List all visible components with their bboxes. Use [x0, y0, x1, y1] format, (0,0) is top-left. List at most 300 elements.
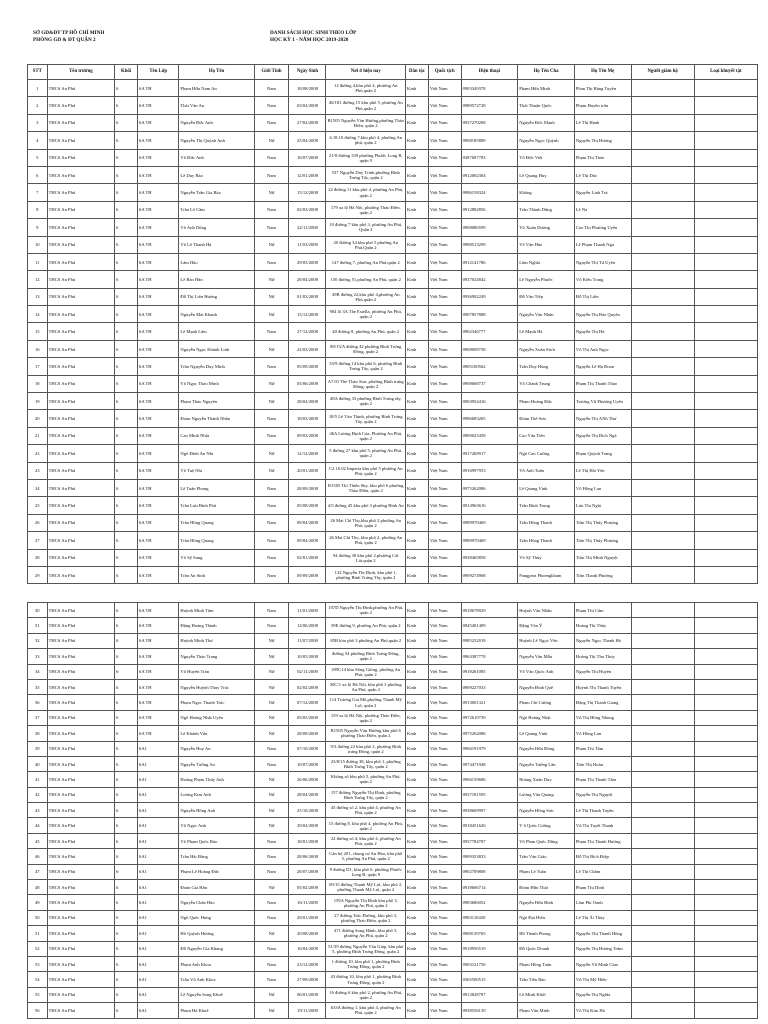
col-address: B1505 Thi Thiên Sky, khu phố 6 phường Thảo Điền, quận 2 [326, 479, 406, 496]
col-address: 40 đường 8, phường An Phú, quận 2 [326, 323, 406, 340]
col-mother: Võ Kiều Trang [574, 271, 631, 288]
col-phone: 0908668737 [461, 375, 518, 392]
col-mother: Trần Thị Thúy Phượng [574, 514, 631, 531]
col-gender: Nam [254, 479, 289, 496]
col-class: 6A TH [138, 695, 179, 710]
col-phone: 0909274968 [461, 566, 518, 583]
col-ethnicity: Kinh [406, 956, 429, 971]
col-school: THCS An Phú [47, 323, 115, 340]
col-class: 6A TH [138, 393, 179, 410]
col-phone: 0963387778 [461, 649, 518, 664]
col-nationality: Việt Nam [428, 787, 461, 802]
col-name: Nguyễn Tường An [179, 756, 254, 771]
col-gender: Nam [254, 427, 289, 444]
col-name: Nguyễn Huy An [179, 741, 254, 756]
col-phone: 0989970469 [461, 514, 518, 531]
col-guardian [631, 566, 694, 583]
col-ethnicity: Kinh [406, 741, 429, 756]
col-phone: 0909025458 [461, 427, 518, 444]
col-mother: Nguyễn Thị Hương [574, 132, 631, 149]
col-phone: 0938556139 [461, 1003, 518, 1018]
col-phone: 0986683265 [461, 410, 518, 427]
col-disability [694, 149, 757, 166]
col-grade: 6 [115, 253, 138, 270]
col-ethnicity: Kinh [406, 726, 429, 741]
col-address: 49B đường 22,khu phố 4,phường An Phú,quận 2 [326, 288, 406, 305]
table-row [28, 114, 758, 131]
col-school: THCS An Phú [47, 410, 115, 427]
col-gender: Nữ [254, 695, 289, 710]
col-phone: 0937270268 [461, 114, 518, 131]
col-grade: 6 [115, 633, 138, 648]
col-stt: 4 [28, 132, 48, 149]
issuing-authority [33, 30, 104, 44]
col-name: Nguyễn Trần Gia Bảo [179, 184, 254, 201]
col-stt: 10 [28, 236, 48, 253]
col-dob: 18/03/2008 [289, 410, 326, 427]
col-grade: 6 [115, 941, 138, 956]
col-mother: Phạm Huyền trân [574, 97, 631, 114]
col-dob: 12/06/2008 [289, 618, 326, 633]
col-guardian [631, 219, 694, 236]
col-name: Phạm Lê Hoàng Đức [179, 864, 254, 879]
col-dob: 11/01/2008 [289, 603, 326, 618]
col-nationality: Việt Nam [428, 910, 461, 925]
col-guardian [631, 497, 694, 514]
col-disability [694, 80, 757, 97]
col-phone: 0912882856 [461, 201, 518, 218]
col-father: Võ Phan Quốc Dũng [518, 833, 575, 848]
col-grade: 6 [115, 726, 138, 741]
col-stt: 47 [28, 864, 48, 879]
col-nationality: Việt Nam [428, 236, 461, 253]
col-class: 6A TH [138, 219, 179, 236]
col-guardian [631, 741, 694, 756]
col-class: 6A TH [138, 114, 179, 131]
col-nationality: Việt Nam [428, 80, 461, 97]
col-name: Trần Lê Cầm [179, 201, 254, 218]
col-stt: 7 [28, 184, 48, 201]
col-nationality: Việt Nam [428, 618, 461, 633]
col-grade: 6 [115, 880, 138, 895]
col-disability [694, 497, 757, 514]
col-disability [694, 880, 757, 895]
col-stt: 12 [28, 271, 48, 288]
col-gender: Nam [254, 833, 289, 848]
table-row [28, 756, 758, 771]
col-disability [694, 710, 757, 725]
col-mother: Nguyễn Vũ Minh Giao [574, 956, 631, 971]
col-mother: Nguyễn Thị Tú Uyên [574, 253, 631, 270]
col-disability [694, 803, 757, 818]
col-gender: Nữ [254, 664, 289, 679]
col-school: THCS An Phú [47, 514, 115, 531]
col-address: 157 đường Nguyễn Thị Định, phường Bình Trưng Tây, quận 2 [326, 787, 406, 802]
col-dob: 28/06/2008 [289, 849, 326, 864]
col-stt: 55 [28, 987, 48, 1002]
col-ethnicity: Kinh [406, 80, 429, 97]
col-ethnicity: Kinh [406, 849, 429, 864]
col-dob: 29/04/2008 [289, 818, 326, 833]
table-row [28, 910, 758, 925]
col-guardian [631, 166, 694, 183]
col-dob: 12/01/2008 [289, 166, 326, 183]
col-guardian [631, 462, 694, 479]
col-grade: 6 [115, 479, 138, 496]
col-guardian [631, 427, 694, 444]
col-ethnicity: Kinh [406, 618, 429, 633]
col-school: THCS An Phú [47, 833, 115, 848]
col-nationality: Việt Nam [428, 375, 461, 392]
col-class: 6A1 [138, 756, 179, 771]
col-class: 6A1 [138, 833, 179, 848]
col-address-header: Nơi ở hiện nay [326, 65, 406, 80]
col-mother: Võ Thị Anh Ngọc [574, 340, 631, 357]
col-school: THCS An Phú [47, 664, 115, 679]
col-father: Lê Quang Vinh [518, 726, 575, 741]
col-father: Trần Duy Hùng [518, 358, 575, 375]
col-stt: 32 [28, 633, 48, 648]
col-dob: 25/04/2008 [289, 132, 326, 149]
table-row [28, 132, 758, 149]
col-address: 46A Lương Định Của, Phường An Phú, quận 2 [326, 427, 406, 444]
table-row [28, 633, 758, 648]
col-name: Lê Nguyễn Song Khuê [179, 987, 254, 1002]
col-mother: Trần Thị Hoàn [574, 756, 631, 771]
col-class: 6A1 [138, 772, 179, 787]
col-gender-header: Giới Tính [254, 65, 289, 80]
col-stt: 27 [28, 532, 48, 549]
col-grade: 6 [115, 787, 138, 802]
col-gender: Nữ [254, 649, 289, 664]
table-row [28, 80, 758, 97]
col-address: 26 Mai Chí Thọ, khu phố 2, phường An Phú, quận 2 [326, 532, 406, 549]
col-guardian [631, 679, 694, 694]
col-phone: 0938465858 [461, 549, 518, 566]
col-school: THCS An Phú [47, 288, 115, 305]
col-address: 40/181 đường 15 khu phố 5, phường An Phú,quận 2 [326, 97, 406, 114]
col-school: THCS An Phú [47, 184, 115, 201]
col-grade: 6 [115, 271, 138, 288]
col-ethnicity: Kinh [406, 987, 429, 1002]
col-disability [694, 772, 757, 787]
table-row [28, 427, 758, 444]
col-father: Hoàng Xuân Duy [518, 772, 575, 787]
col-nationality: Việt Nam [428, 97, 461, 114]
col-disability [694, 532, 757, 549]
col-school: THCS An Phú [47, 132, 115, 149]
col-stt: 15 [28, 323, 48, 340]
col-class: 6A1 [138, 910, 179, 925]
col-name: Võ Lê Thanh Hà [179, 236, 254, 253]
table-row [28, 772, 758, 787]
col-stt: 56 [28, 1003, 48, 1018]
col-address: 43 đường 10, khu phố 1, phường Bình Trưng Đông, quận 2 [326, 972, 406, 987]
col-ethnicity: Kinh [406, 926, 429, 941]
col-class: 6A1 [138, 864, 179, 879]
col-phone: 0989970469 [461, 532, 518, 549]
table-row [28, 201, 758, 218]
col-stt: 49 [28, 895, 48, 910]
col-school: THCS An Phú [47, 679, 115, 694]
col-class: 6A TH [138, 566, 179, 583]
col-guardian [631, 880, 694, 895]
col-grade: 6 [115, 864, 138, 879]
col-disability [694, 910, 757, 925]
col-address: 10 đường 7 khu phố 3, phường An Phú, Quận 2 [326, 219, 406, 236]
table-row [28, 803, 758, 818]
col-grade: 6 [115, 80, 138, 97]
col-name: Trần Vũ Anh Khoa [179, 972, 254, 987]
col-stt: 44 [28, 818, 48, 833]
col-father: Lê Quang Huy [518, 166, 575, 183]
col-gender: Nữ [254, 987, 289, 1002]
col-guardian [631, 956, 694, 971]
col-school: THCS An Phú [47, 532, 115, 549]
col-dob: 29/05/2008 [289, 253, 326, 270]
col-address: 18/5 Lê Văn Thịnh, phường Bình Trưng Tây, quận 2 [326, 410, 406, 427]
col-ethnicity: Kinh [406, 253, 429, 270]
col-ethnicity: Kinh [406, 271, 429, 288]
col-disability [694, 741, 757, 756]
col-stt: 13 [28, 288, 48, 305]
col-stt: 28 [28, 549, 48, 566]
table-row [28, 219, 758, 236]
table-row [28, 375, 758, 392]
col-dob: 05/05/2008 [289, 710, 326, 725]
col-phone: 0903954416 [461, 393, 518, 410]
col-ethnicity: Kinh [406, 664, 429, 679]
col-gender: Nữ [254, 726, 289, 741]
col-disability [694, 445, 757, 462]
table-row [28, 926, 758, 941]
col-father: Lâm Nghĩa [518, 253, 575, 270]
col-father: Lê Nguyễn Phước [518, 271, 575, 288]
col-father: Võ Anh Tuấn [518, 462, 575, 479]
col-father: Nguyễn Ngọc Quỳnh [518, 132, 575, 149]
col-class: 6A TH [138, 445, 179, 462]
col-dob: 07/12/2008 [289, 695, 326, 710]
col-guardian [631, 618, 694, 633]
col-guardian [631, 649, 694, 664]
col-disability [694, 358, 757, 375]
col-guardian [631, 1003, 694, 1018]
table-row [28, 664, 758, 679]
col-mother: Trương Vũ Phương Uyên [574, 393, 631, 410]
col-mother: Phạm Thị Dinh [574, 880, 631, 895]
col-class: 6A1 [138, 895, 179, 910]
col-phone: 0975262086 [461, 479, 518, 496]
col-class: 6A TH [138, 664, 179, 679]
table-row [28, 271, 758, 288]
col-address: 1 đường 10, khu phố 1, phường Bình Trưng Đông, quận 2 [326, 956, 406, 971]
col-phone: 0902346777 [461, 323, 518, 340]
col-guardian [631, 410, 694, 427]
col-dob: 02/03/2008 [289, 201, 326, 218]
col-name: Trần Lưu Bình Phú [179, 497, 254, 514]
col-father: Phạm Chí Cường [518, 695, 575, 710]
col-ethnicity-header: Dân tộc [406, 65, 429, 80]
col-school: THCS An Phú [47, 1003, 115, 1018]
col-nationality: Việt Nam [428, 603, 461, 618]
col-father: Đoàn Hữu Thái [518, 880, 575, 895]
col-class: 6A1 [138, 849, 179, 864]
col-dob: 05/09/2008 [289, 358, 326, 375]
col-mother: Lê Thị Thanh Tuyền [574, 803, 631, 818]
table-row [28, 849, 758, 864]
col-dob: 02/11/2008 [289, 664, 326, 679]
col-ethnicity: Kinh [406, 306, 429, 323]
col-nationality: Việt Nam [428, 410, 461, 427]
col-class: 6A TH [138, 427, 179, 444]
col-gender: Nữ [254, 787, 289, 802]
col-dob: 28/04/2008 [289, 271, 326, 288]
col-disability [694, 926, 757, 941]
col-ethnicity: Kinh [406, 695, 429, 710]
col-grade: 6 [115, 497, 138, 514]
col-guardian [631, 849, 694, 864]
col-school: THCS An Phú [47, 445, 115, 462]
col-stt: 20 [28, 410, 48, 427]
col-nationality: Việt Nam [428, 895, 461, 910]
col-disability [694, 787, 757, 802]
col-mother: Nguyễn Thị Hà [574, 323, 631, 340]
col-nationality: Việt Nam [428, 166, 461, 183]
col-guardian [631, 80, 694, 97]
col-stt: 35 [28, 679, 48, 694]
col-phone: 0908139765 [461, 926, 518, 941]
col-disability [694, 340, 757, 357]
col-class: 6A1 [138, 787, 179, 802]
col-phone: 0912002304 [461, 166, 518, 183]
col-guardian [631, 910, 694, 925]
col-ethnicity: Kinh [406, 941, 429, 956]
col-grade: 6 [115, 772, 138, 787]
col-gender: Nam [254, 166, 289, 183]
col-address: 48A đường 33 phường Bình Trưng tây, quận 2 [326, 393, 406, 410]
col-ethnicity: Kinh [406, 803, 429, 818]
col-grade: 6 [115, 427, 138, 444]
col-grade: 6 [115, 756, 138, 771]
table-row [28, 184, 758, 201]
col-stt: 48 [28, 880, 48, 895]
col-grade: 6 [115, 695, 138, 710]
col-name: Võ Sỹ Sang [179, 549, 254, 566]
col-name: Võ Ngọc Anh [179, 818, 254, 833]
col-grade: 6 [115, 849, 138, 864]
col-guardian [631, 756, 694, 771]
col-father: Trần Tiến Bảo [518, 972, 575, 987]
col-address: 22 đường số 4, khu phố 4, phường An Phú, quận 2 [326, 833, 406, 848]
col-dob: 03/06/2008 [289, 375, 326, 392]
col-nationality: Việt Nam [428, 926, 461, 941]
col-nationality: Việt Nam [428, 818, 461, 833]
col-disability [694, 972, 757, 987]
col-gender: Nam [254, 956, 289, 971]
col-gender: Nữ [254, 1003, 289, 1018]
col-disability [694, 895, 757, 910]
col-address: Không số khu phố 5, phường An Phú, quận 2 [326, 772, 406, 787]
col-guardian [631, 895, 694, 910]
col-nationality: Việt Nam [428, 271, 461, 288]
col-disability [694, 114, 757, 131]
col-mother: Phạm Thị Thanh Tâm [574, 772, 631, 787]
col-grade: 6 [115, 710, 138, 725]
table-row [28, 236, 758, 253]
district-office-name: PHÒNG GD & ĐT QUẬN 2 [33, 37, 96, 43]
col-nationality: Việt Nam [428, 462, 461, 479]
col-mother: Vũ Thị Tuyết Thanh [574, 818, 631, 833]
col-nationality: Việt Nam [428, 1003, 461, 1018]
col-disability [694, 479, 757, 496]
col-father: Đặng Văn Ý [518, 618, 575, 633]
col-school: THCS An Phú [47, 549, 115, 566]
col-stt: 18 [28, 375, 48, 392]
col-stt: 31 [28, 618, 48, 633]
col-gender: Nữ [254, 803, 289, 818]
table-row [28, 566, 758, 583]
col-father: Huỳnh Lê Ngọc Vẽn [518, 633, 575, 648]
col-disability [694, 941, 757, 956]
col-dob: 29/01/2008 [289, 910, 326, 925]
col-father: Thái Thuận Quốc [518, 97, 575, 114]
col-grade: 6 [115, 306, 138, 323]
table-header-row [28, 65, 758, 80]
col-name: Đỗ Nguyễn Gia Khang [179, 941, 254, 956]
col-phone: 0905100562 [461, 358, 518, 375]
col-school: THCS An Phú [47, 497, 115, 514]
col-class: 6A TH [138, 649, 179, 664]
col-school: THCS An Phú [47, 253, 115, 270]
col-gender: Nam [254, 603, 289, 618]
col-father: Nguyễn Hữu Bình [518, 895, 575, 910]
col-grade: 6 [115, 114, 138, 131]
col-gender: Nữ [254, 271, 289, 288]
col-disability [694, 987, 757, 1002]
col-address: 6.18.10 đường 7,khu phố 4, phường An phú, quận 2 [326, 132, 406, 149]
col-dob: 09/04/2008 [289, 532, 326, 549]
col-nationality: Việt Nam [428, 972, 461, 987]
col-address: A7.01 The Thảo Star, phường Bình trưng Đông, quận 2 [326, 375, 406, 392]
col-name: Phạm Hữu Nam An [179, 80, 254, 97]
col-mother-header: Họ Tên Mẹ [574, 65, 631, 80]
col-gender: Nam [254, 358, 289, 375]
col-stt: 3 [28, 114, 48, 131]
col-mother: Đỗ Thị Liên [574, 288, 631, 305]
document-header [33, 30, 753, 52]
col-stt: 39 [28, 741, 48, 756]
col-phone: 0903121750 [461, 956, 518, 971]
table-row [28, 410, 758, 427]
col-name: Đỗ Thị Liên Hương [179, 288, 254, 305]
col-class: 6A1 [138, 1003, 179, 1018]
col-class: 6A TH [138, 166, 179, 183]
col-class: 6A TH [138, 603, 179, 618]
col-phone: 0916997953 [461, 462, 518, 479]
col-address: 80/13/A đường 42 phường Bình Trưng Đông, quận 2 [326, 340, 406, 357]
col-stt: 19 [28, 393, 48, 410]
col-dob: 11/03/2008 [289, 236, 326, 253]
col-gender: Nam [254, 895, 289, 910]
col-mother: Võ Thị Kim Hà [574, 1003, 631, 1018]
col-address: 132 Nguyễn Thị Định, khu phố 1, phường Bình Trưng Tây, quận 2 [326, 566, 406, 583]
col-dob: 28/04/2008 [289, 393, 326, 410]
col-dob: 16/07/2008 [289, 149, 326, 166]
col-name: Lâm Hảo [179, 253, 254, 270]
col-name: Võ Tuệ Nhi [179, 462, 254, 479]
col-phone: 0908185889 [461, 132, 518, 149]
col-phone: 0988513299 [461, 236, 518, 253]
